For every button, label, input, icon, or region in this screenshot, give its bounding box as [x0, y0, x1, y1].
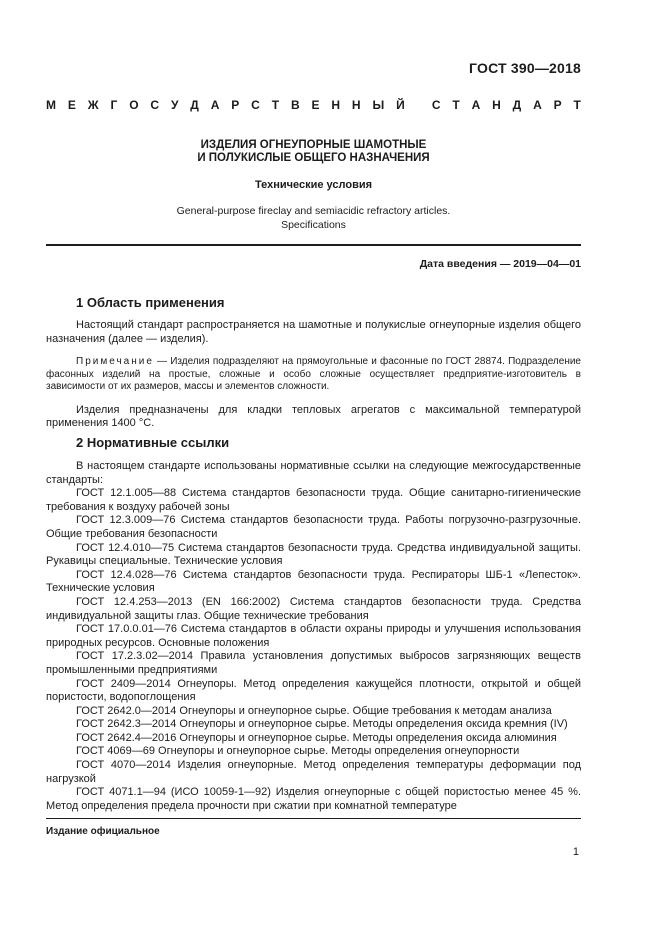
section-heading: 1 Область применения [76, 295, 225, 310]
banner-letter: А [533, 98, 542, 112]
banner-letter: А [210, 98, 220, 112]
header-divider [46, 244, 581, 246]
reference-item: ГОСТ 2642.0—2014 Огнеупоры и огнеупорное сырье. Общие требования к методам анализа [76, 704, 552, 717]
reference-item: ГОСТ 12.4.028—76 Система стандартов безопасности труда. Респираторы ШБ-1 «Лепесток». Технические условия [46, 568, 581, 595]
banner-letter: Р [231, 98, 240, 112]
reference-item: ГОСТ 4071.1—94 (ИСО 10059-1—92) Изделия огнеупорные с общей пористостью менее 45 %. Метод определения предела прочности при сжатии при комнатной температуре [46, 786, 581, 812]
interstate-standard-banner [46, 98, 581, 112]
banner-letter: Д [190, 98, 199, 112]
banner-letter: С [150, 98, 160, 112]
section-heading: 2 Нормативные ссылки [76, 435, 230, 450]
banner-gap [417, 98, 420, 112]
banner-letter: С [251, 98, 260, 112]
reference-item: ГОСТ 12.3.009—76 Система стандартов безопасности труда. Работы погрузочно-разгрузочные. Общие требования безопасности [46, 514, 581, 540]
reference-item: ГОСТ 12.1.005—88 Система стандартов безопасности труда. Общие санитарно-гигиенические требования к воздуху рабочей зоны [46, 487, 581, 513]
banner-letter: Н [351, 98, 361, 112]
footer-divider [46, 818, 581, 819]
banner-letter: М [46, 98, 56, 112]
title-line: ИЗДЕЛИЯ ОГНЕУПОРНЫЕ ШАМОТНЫЕ [200, 139, 427, 151]
english-title-line: General-purpose fireclay and semiacidic refractory articles. [176, 205, 451, 217]
reference-item: ГОСТ 17.2.3.02—2014 Правила установления допустимых выбросов загрязняющих веществ промышленными предприятиями [46, 650, 581, 676]
reference-item: ГОСТ 2642.3—2014 Огнеупоры и огнеупорное сырье. Методы определения оксида кремния (IV) [76, 718, 568, 731]
reference-item: ГОСТ 17.0.0.01—76 Система стандартов в области охраны природы и улучшения использования природных ресурсов. Основные положения [46, 623, 581, 649]
note-text: — Изделия подразделяют на прямоугольные и фасонные по ГОСТ 28874. Подразделение фасонных изделий на простые, сложные и особо сложные осуществляет предприятие-изготовитель в зависимости от их размеров, массы и элементов сложности. [46, 356, 581, 393]
banner-letter: Й [396, 98, 405, 112]
paragraph: В настоящем стандарте использованы нормативные ссылки на следующие межгосударственные стандарты: [46, 460, 581, 486]
document-code: ГОСТ 390—2018 [469, 60, 581, 76]
banner-letter: У [170, 98, 179, 112]
banner-letter: Ж [87, 98, 99, 112]
section-scope [46, 295, 581, 431]
english-title [46, 204, 581, 232]
banner-letter: Т [452, 98, 460, 112]
reference-item: ГОСТ 2409—2014 Огнеупоры. Метод определения кажущейся плотности, открытой и общей пористости, водопоглощения [46, 677, 581, 704]
english-title-line: Specifications [281, 219, 346, 231]
banner-letter: Е [67, 98, 76, 112]
banner-letter: Н [492, 98, 501, 112]
reference-item: ГОСТ 12.4.010—75 Система стандартов безопасности труда. Средства индивидуальной защиты. Рукавицы специальные. Технические условия [46, 541, 581, 568]
reference-item: ГОСТ 4069—69 Огнеупоры и огнеупорное сырье. Методы определения огнеупорности [76, 745, 520, 758]
note-label: Примечание [76, 356, 154, 368]
banner-letter: Т [573, 98, 581, 112]
banner-letter: Д [512, 98, 522, 112]
reference-item: ГОСТ 2642.4—2016 Огнеупоры и огнеупорное сырье. Методы определения оксида алюминия [76, 731, 557, 744]
title-line: И ПОЛУКИСЛЫЕ ОБЩЕГО НАЗНАЧЕНИЯ [197, 152, 430, 164]
banner-letter: Г [110, 98, 118, 112]
official-edition-label: Издание официальное [46, 826, 160, 837]
banner-letter: Р [553, 98, 562, 112]
document-subtitle: Технические условия [254, 179, 373, 191]
banner-letter: С [431, 98, 441, 112]
paragraph: Настоящий стандарт распространяется на шамотные и полукислые огнеупорные изделия общего назначения (далее — изделия). [46, 319, 581, 345]
banner-letter: Н [331, 98, 341, 112]
section-normative-references [46, 435, 581, 813]
reference-item: ГОСТ 12.4.253—2013 (EN 166:2002) Система стандартов безопасности труда. Средства индивидуальной защиты глаз. Общие технические требования [46, 595, 581, 622]
banner-letter: О [129, 98, 139, 112]
note [46, 356, 581, 394]
paragraph: Изделия предназначены для кладки тепловых агрегатов с максимальной температурой применения 1400 °С. [46, 403, 581, 430]
banner-letter: В [290, 98, 300, 112]
page-number: 1 [572, 846, 579, 858]
reference-item: ГОСТ 4070—2014 Изделия огнеупорные. Метод определения температуры деформации под нагрузкой [46, 759, 581, 785]
banner-letter: Т [271, 98, 280, 112]
banner-letter: Ы [372, 98, 385, 112]
introduction-date: Дата введения — 2019—04—01 [419, 258, 581, 270]
banner-letter: Е [311, 98, 320, 112]
banner-letter: А [471, 98, 481, 112]
document-title [46, 139, 581, 165]
